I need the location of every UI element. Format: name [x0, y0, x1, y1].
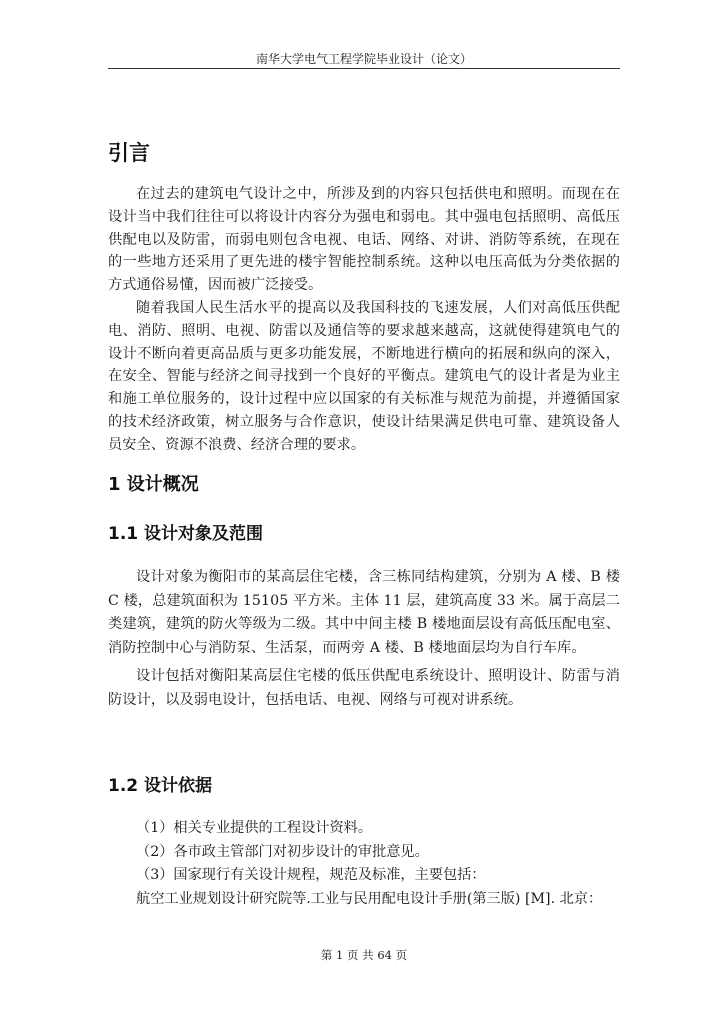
intro-paragraph-1: 在过去的建筑电气设计之中，所涉及到的内容只包括供电和照明。而现在在设计当中我们往往可以将设计内容分为强电和弱电。其中强电包括照明、高低压供配电以及防雷，而弱电则包含电视、电话、网络、对讲、消防等系统，在现在的一些地方还采用了更先进的楼宇智能控制系统。这种以电压高低为分类依据的方式通俗易懂，因而被广泛接受。	[108, 186, 620, 294]
reference-line: 航空工业规划设计研究院等.工业与民用配电设计手册(第三版) [M]. 北京：	[136, 890, 603, 907]
page-footer: 第 1 页 共 64 页	[320, 948, 408, 962]
design-scope-paragraph-2: 设计包括对衡阳某高层住宅楼的低压供配电系统设计、照明设计、防雷与消防设计，以及弱电设计，包括电话、电视、网络与可视对讲系统。	[108, 668, 620, 708]
list-item: （3）国家现行有关设计规程，规范及标准，主要包括：	[136, 867, 486, 883]
section-heading-1-2: 1.2 设计依据	[108, 776, 213, 796]
design-scope-paragraph-1: 设计对象为衡阳市的某高层住宅楼，含三栋同结构建筑，分别为 A 楼、B 楼 C 楼，总建筑面积为 15105 平方米。主体 11 层，建筑高度 33 米。属于高层二类建筑，建筑的防火等级为二级。其中中间主楼 B 楼地面层设有高低压配电室、消防控制中心与消防泵、生活泵，而两旁 A 楼、B 楼地面层均为自行车库。	[108, 569, 620, 656]
intro-heading: 引言	[108, 141, 150, 165]
design-basis-list	[108, 817, 620, 911]
section-heading-1: 1 设计概况	[108, 474, 199, 495]
section-heading-1-1: 1.1 设计对象及范围	[108, 524, 264, 544]
header-rule	[108, 68, 620, 69]
page-header: 南华大学电气工程学院毕业设计（论文）	[255, 52, 472, 66]
intro-paragraph-2: 随着我国人民生活水平的提高以及我国科技的飞速发展，人们对高低压供配电、消防、照明、电视、防雷以及通信等的要求越来越高，这就使得建筑电气的设计不断向着更高品质与更多功能发展，不断地进行横向的拓展和纵向的深入，在安全、智能与经济之间寻找到一个良好的平衡点。建筑电气的设计者是为业主和施工单位服务的，设计过程中应以国家的有关标准与规范为前提，并遵循国家的技术经济政策，树立服务与合作意识，使设计结果满足供电可靠、建筑设备人员安全、资源不浪费、经济合理的要求。	[108, 300, 620, 453]
list-item: （2）各市政主管部门对初步设计的审批意见。	[136, 843, 429, 860]
list-item: （1）相关专业提供的工程设计资料。	[136, 820, 373, 836]
